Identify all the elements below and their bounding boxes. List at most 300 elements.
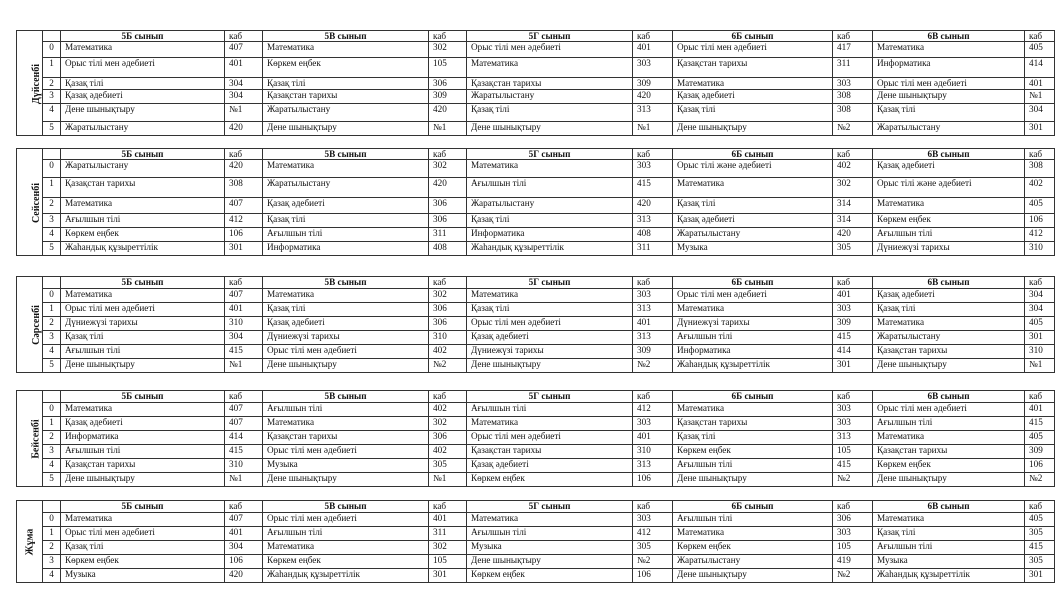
subject-cell: Музыка — [673, 242, 833, 256]
lesson-number: 4 — [43, 104, 61, 122]
room-cell: 309 — [1025, 445, 1055, 459]
room-cell: №1 — [429, 122, 467, 136]
room-cell: 304 — [225, 78, 263, 90]
room-header: каб — [225, 277, 263, 289]
room-cell: 106 — [633, 473, 673, 487]
subject-cell: Қазақ әдебиеті — [61, 417, 225, 431]
subject-cell: Жаратылыстану — [61, 122, 225, 136]
room-cell: 303 — [833, 417, 873, 431]
day-block — [16, 30, 1043, 136]
room-cell: 310 — [1025, 345, 1055, 359]
room-cell: 420 — [225, 569, 263, 583]
room-cell: 415 — [225, 345, 263, 359]
lesson-row — [17, 42, 1055, 58]
subject-cell: Музыка — [873, 555, 1025, 569]
room-cell: 304 — [1025, 303, 1055, 317]
room-cell: 309 — [633, 78, 673, 90]
lesson-number: 5 — [43, 359, 61, 373]
room-cell: 415 — [833, 331, 873, 345]
room-cell: 401 — [633, 42, 673, 58]
room-cell: 407 — [225, 513, 263, 527]
class-header: 5В сынып — [263, 149, 429, 160]
subject-cell: Информатика — [263, 242, 429, 256]
class-header: 5Б сынып — [61, 31, 225, 42]
room-cell: 311 — [429, 527, 467, 541]
room-cell: 303 — [633, 513, 673, 527]
subject-cell: Музыка — [61, 569, 225, 583]
class-header: 6В сынып — [873, 277, 1025, 289]
room-cell: 402 — [429, 345, 467, 359]
subject-cell: Ағылшын тілі — [61, 345, 225, 359]
subject-cell: Дене шынықтыру — [467, 359, 633, 373]
room-cell: 417 — [833, 42, 873, 58]
room-cell: 405 — [1025, 317, 1055, 331]
lesson-row — [17, 359, 1055, 373]
room-cell: №2 — [633, 359, 673, 373]
class-header: 5Г сынып — [467, 31, 633, 42]
lesson-row — [17, 345, 1055, 359]
class-header: 6Б сынып — [673, 501, 833, 513]
subject-cell: Математика — [263, 541, 429, 555]
subject-cell: Қазақ тілі — [873, 303, 1025, 317]
room-cell: 407 — [225, 403, 263, 417]
room-cell: 401 — [225, 303, 263, 317]
room-header: каб — [833, 277, 873, 289]
room-header: каб — [833, 149, 873, 160]
room-cell: 301 — [429, 569, 467, 583]
subject-cell: Дене шынықтыру — [61, 104, 225, 122]
header-blank — [43, 277, 61, 289]
subject-cell: Орыс тілі және әдебиеті — [873, 178, 1025, 198]
room-cell: 414 — [225, 431, 263, 445]
room-cell: 412 — [1025, 228, 1055, 242]
lesson-row — [17, 473, 1055, 487]
room-cell: 303 — [833, 303, 873, 317]
day-name: Сәрсенбі — [30, 305, 42, 345]
room-cell: 301 — [1025, 122, 1055, 136]
room-cell: 310 — [1025, 242, 1055, 256]
room-cell: 415 — [833, 459, 873, 473]
subject-cell: Қазақ тілі — [263, 78, 429, 90]
timetable — [16, 30, 1055, 136]
room-cell: 405 — [1025, 431, 1055, 445]
lesson-row — [17, 242, 1055, 256]
subject-cell: Қазақ тілі — [263, 214, 429, 228]
room-cell: 303 — [633, 417, 673, 431]
room-cell: 402 — [429, 403, 467, 417]
room-cell: 311 — [633, 242, 673, 256]
class-header: 5Б сынып — [61, 501, 225, 513]
subject-cell: Ағылшын тілі — [467, 178, 633, 198]
room-header: каб — [1025, 277, 1055, 289]
room-header: каб — [633, 277, 673, 289]
subject-cell: Математика — [263, 160, 429, 178]
lesson-number: 3 — [43, 555, 61, 569]
subject-cell: Орыс тілі мен әдебиеті — [263, 345, 429, 359]
lesson-number: 3 — [43, 90, 61, 104]
subject-cell: Математика — [61, 403, 225, 417]
subject-cell: Ағылшын тілі — [263, 527, 429, 541]
subject-cell: Қазақ әдебиеті — [673, 90, 833, 104]
subject-cell: Математика — [61, 42, 225, 58]
subject-cell: Көркем еңбек — [673, 541, 833, 555]
header-blank — [43, 149, 61, 160]
subject-cell: Информатика — [673, 345, 833, 359]
room-cell: 420 — [833, 228, 873, 242]
subject-cell: Дүниежүзі тарихы — [263, 331, 429, 345]
subject-cell: Математика — [467, 513, 633, 527]
subject-cell: Орыс тілі мен әдебиеті — [263, 445, 429, 459]
room-cell: №1 — [429, 473, 467, 487]
lesson-row — [17, 228, 1055, 242]
room-header: каб — [225, 149, 263, 160]
subject-cell: Математика — [467, 417, 633, 431]
header-row — [17, 149, 1055, 160]
lesson-row — [17, 541, 1055, 555]
room-cell: 106 — [1025, 214, 1055, 228]
room-cell: 311 — [833, 58, 873, 78]
room-cell: №2 — [429, 359, 467, 373]
class-header: 6В сынып — [873, 501, 1025, 513]
room-cell: 314 — [833, 198, 873, 214]
room-header: каб — [1025, 149, 1055, 160]
lesson-number: 3 — [43, 445, 61, 459]
room-cell: 401 — [633, 431, 673, 445]
room-cell: 407 — [225, 198, 263, 214]
room-cell: 401 — [225, 58, 263, 78]
room-cell: 106 — [225, 555, 263, 569]
room-header: каб — [225, 501, 263, 513]
room-cell: 105 — [833, 445, 873, 459]
lesson-number: 2 — [43, 78, 61, 90]
room-cell: 414 — [1025, 58, 1055, 78]
subject-cell: Орыс тілі мен әдебиеті — [61, 303, 225, 317]
subject-cell: Жаратылыстану — [673, 228, 833, 242]
lesson-row — [17, 160, 1055, 178]
room-header: каб — [1025, 501, 1055, 513]
subject-cell: Орыс тілі мен әдебиеті — [673, 42, 833, 58]
subject-cell: Дене шынықтыру — [467, 555, 633, 569]
header-row — [17, 31, 1055, 42]
room-cell: 420 — [225, 160, 263, 178]
class-header: 6Б сынып — [673, 31, 833, 42]
room-cell: 308 — [833, 90, 873, 104]
class-header: 5Б сынып — [61, 149, 225, 160]
room-cell: 302 — [429, 541, 467, 555]
room-cell: 301 — [1025, 569, 1055, 583]
subject-cell: Қазақ әдебиеті — [873, 160, 1025, 178]
room-cell: 412 — [633, 527, 673, 541]
lesson-row — [17, 403, 1055, 417]
subject-cell: Жаһандық құзыреттілік — [263, 569, 429, 583]
subject-cell: Математика — [467, 58, 633, 78]
lesson-row — [17, 289, 1055, 303]
room-header: каб — [225, 31, 263, 42]
lesson-row — [17, 178, 1055, 198]
subject-cell: Дүниежүзі тарихы — [467, 345, 633, 359]
subject-cell: Дене шынықтыру — [673, 473, 833, 487]
lesson-row — [17, 513, 1055, 527]
room-cell: 420 — [429, 104, 467, 122]
subject-cell: Қазақстан тарихы — [263, 90, 429, 104]
subject-cell: Орыс тілі мен әдебиеті — [873, 403, 1025, 417]
subject-cell: Дүниежүзі тарихы — [61, 317, 225, 331]
subject-cell: Математика — [263, 417, 429, 431]
subject-cell: Қазақ тілі — [61, 78, 225, 90]
day-block — [16, 390, 1043, 487]
header-blank — [43, 501, 61, 513]
subject-cell: Көркем еңбек — [873, 214, 1025, 228]
subject-cell: Қазақстан тарихы — [61, 459, 225, 473]
lesson-row — [17, 417, 1055, 431]
room-header: каб — [633, 149, 673, 160]
subject-cell: Математика — [673, 178, 833, 198]
room-cell: 303 — [833, 78, 873, 90]
subject-cell: Математика — [467, 289, 633, 303]
timetable — [16, 500, 1055, 583]
subject-cell: Ағылшын тілі — [467, 527, 633, 541]
subject-cell: Дүниежүзі тарихы — [873, 242, 1025, 256]
subject-cell: Дене шынықтыру — [263, 359, 429, 373]
day-block — [16, 500, 1043, 583]
subject-cell: Математика — [61, 289, 225, 303]
room-cell: 310 — [633, 445, 673, 459]
day-cell — [17, 31, 43, 136]
room-cell: 408 — [429, 242, 467, 256]
room-header: каб — [1025, 31, 1055, 42]
subject-cell: Жаратылыстану — [673, 555, 833, 569]
subject-cell: Қазақстан тарихы — [61, 178, 225, 198]
subject-cell: Математика — [873, 431, 1025, 445]
room-cell: 303 — [633, 160, 673, 178]
subject-cell: Ағылшын тілі — [467, 403, 633, 417]
room-cell: 310 — [429, 331, 467, 345]
room-cell: 402 — [1025, 178, 1055, 198]
lesson-number: 2 — [43, 431, 61, 445]
room-cell: 305 — [833, 242, 873, 256]
lesson-number: 4 — [43, 569, 61, 583]
subject-cell: Орыс тілі мен әдебиеті — [467, 42, 633, 58]
room-cell: №2 — [1025, 473, 1055, 487]
room-cell: 420 — [633, 198, 673, 214]
day-name: Дүйсенбі — [31, 63, 43, 104]
subject-cell: Қазақ әдебиеті — [263, 317, 429, 331]
subject-cell: Дене шынықтыру — [467, 122, 633, 136]
lesson-number: 5 — [43, 473, 61, 487]
lesson-row — [17, 459, 1055, 473]
subject-cell: Қазақ тілі — [673, 431, 833, 445]
class-header: 6Б сынып — [673, 149, 833, 160]
subject-cell: Қазақстан тарихы — [873, 345, 1025, 359]
room-header: каб — [429, 149, 467, 160]
room-cell: 302 — [833, 178, 873, 198]
lesson-number: 4 — [43, 228, 61, 242]
subject-cell: Қазақ әдебиеті — [467, 331, 633, 345]
lesson-number: 3 — [43, 331, 61, 345]
room-cell: 405 — [1025, 513, 1055, 527]
lesson-row — [17, 431, 1055, 445]
room-cell: 306 — [429, 317, 467, 331]
room-cell: 401 — [833, 289, 873, 303]
room-cell: 304 — [225, 90, 263, 104]
class-header: 6В сынып — [873, 391, 1025, 403]
class-header: 5В сынып — [263, 277, 429, 289]
lesson-number: 2 — [43, 541, 61, 555]
subject-cell: Математика — [673, 303, 833, 317]
lesson-row — [17, 104, 1055, 122]
room-cell: 308 — [1025, 160, 1055, 178]
room-cell: 106 — [1025, 459, 1055, 473]
lesson-row — [17, 90, 1055, 104]
room-cell: 309 — [429, 90, 467, 104]
room-cell: №1 — [225, 104, 263, 122]
room-header: каб — [429, 277, 467, 289]
header-row — [17, 391, 1055, 403]
room-cell: 313 — [633, 459, 673, 473]
subject-cell: Қазақ тілі — [263, 303, 429, 317]
lesson-number: 2 — [43, 198, 61, 214]
subject-cell: Орыс тілі мен әдебиеті — [873, 78, 1025, 90]
subject-cell: Дене шынықтыру — [263, 122, 429, 136]
lesson-number: 1 — [43, 178, 61, 198]
class-header: 5В сынып — [263, 391, 429, 403]
class-header: 5Г сынып — [467, 391, 633, 403]
subject-cell: Жаһандық құзыреттілік — [673, 359, 833, 373]
class-header: 6Б сынып — [673, 277, 833, 289]
room-header: каб — [1025, 391, 1055, 403]
room-cell: 302 — [429, 42, 467, 58]
room-cell: 301 — [1025, 331, 1055, 345]
room-cell: 105 — [429, 58, 467, 78]
subject-cell: Ағылшын тілі — [873, 417, 1025, 431]
subject-cell: Орыс тілі және әдебиеті — [673, 160, 833, 178]
subject-cell: Жаратылыстану — [263, 178, 429, 198]
room-cell: 302 — [429, 417, 467, 431]
subject-cell: Дене шынықтыру — [263, 473, 429, 487]
room-cell: 420 — [633, 90, 673, 104]
lesson-number: 4 — [43, 345, 61, 359]
room-cell: №2 — [833, 122, 873, 136]
room-cell: 305 — [1025, 527, 1055, 541]
room-cell: 313 — [633, 331, 673, 345]
subject-cell: Ағылшын тілі — [873, 228, 1025, 242]
subject-cell: Қазақстан тарихы — [873, 445, 1025, 459]
room-cell: 415 — [1025, 541, 1055, 555]
subject-cell: Орыс тілі мен әдебиеті — [263, 513, 429, 527]
lesson-row — [17, 78, 1055, 90]
subject-cell: Музыка — [467, 541, 633, 555]
room-cell: 105 — [429, 555, 467, 569]
lesson-row — [17, 331, 1055, 345]
room-cell: 412 — [225, 214, 263, 228]
room-cell: 305 — [1025, 555, 1055, 569]
timetable — [16, 148, 1055, 256]
room-header: каб — [429, 501, 467, 513]
class-header: 5Б сынып — [61, 277, 225, 289]
timetable — [16, 390, 1055, 487]
subject-cell: Ағылшын тілі — [263, 403, 429, 417]
day-cell — [17, 391, 43, 487]
room-cell: 401 — [225, 527, 263, 541]
lesson-number: 3 — [43, 214, 61, 228]
day-cell — [17, 501, 43, 583]
subject-cell: Математика — [673, 78, 833, 90]
subject-cell: Дене шынықтыру — [61, 473, 225, 487]
lesson-number: 5 — [43, 242, 61, 256]
room-header: каб — [225, 391, 263, 403]
room-cell: 306 — [429, 214, 467, 228]
subject-cell: Қазақстан тарихы — [467, 78, 633, 90]
subject-cell: Жаратылыстану — [873, 122, 1025, 136]
subject-cell: Ағылшын тілі — [673, 459, 833, 473]
room-cell: 405 — [1025, 198, 1055, 214]
class-header: 5Г сынып — [467, 277, 633, 289]
lesson-number: 2 — [43, 317, 61, 331]
room-cell: 420 — [429, 178, 467, 198]
subject-cell: Орыс тілі мен әдебиеті — [673, 289, 833, 303]
room-cell: 401 — [1025, 403, 1055, 417]
lesson-number: 0 — [43, 160, 61, 178]
class-header: 6Б сынып — [673, 391, 833, 403]
subject-cell: Қазақ тілі — [467, 104, 633, 122]
room-cell: 303 — [633, 289, 673, 303]
room-cell: 310 — [225, 317, 263, 331]
subject-cell: Жаратылыстану — [61, 160, 225, 178]
subject-cell: Дене шынықтыру — [673, 122, 833, 136]
room-cell: №1 — [633, 122, 673, 136]
day-cell — [17, 149, 43, 256]
room-header: каб — [633, 501, 673, 513]
room-cell: 407 — [225, 417, 263, 431]
room-cell: №1 — [1025, 359, 1055, 373]
subject-cell: Орыс тілі мен әдебиеті — [61, 58, 225, 78]
subject-cell: Дене шынықтыру — [873, 90, 1025, 104]
room-header: каб — [633, 391, 673, 403]
room-cell: №1 — [1025, 90, 1055, 104]
room-cell: 401 — [429, 513, 467, 527]
lesson-number: 4 — [43, 459, 61, 473]
subject-cell: Орыс тілі мен әдебиеті — [467, 431, 633, 445]
subject-cell: Көркем еңбек — [263, 58, 429, 78]
subject-cell: Жаһандық құзыреттілік — [61, 242, 225, 256]
room-cell: 313 — [633, 104, 673, 122]
lesson-number: 1 — [43, 417, 61, 431]
lesson-row — [17, 303, 1055, 317]
room-cell: №1 — [225, 473, 263, 487]
lesson-number: 1 — [43, 303, 61, 317]
room-cell: 305 — [633, 541, 673, 555]
room-cell: 304 — [1025, 289, 1055, 303]
room-cell: 306 — [429, 431, 467, 445]
room-cell: 301 — [225, 242, 263, 256]
day-name: Бейсенбі — [30, 419, 42, 459]
subject-cell: Математика — [673, 527, 833, 541]
subject-cell: Жаратылыстану — [263, 104, 429, 122]
subject-cell: Көркем еңбек — [467, 473, 633, 487]
room-cell: 308 — [833, 104, 873, 122]
subject-cell: Информатика — [873, 58, 1025, 78]
room-cell: №2 — [833, 473, 873, 487]
subject-cell: Ағылшын тілі — [61, 214, 225, 228]
subject-cell: Қазақ әдебиеті — [673, 214, 833, 228]
subject-cell: Көркем еңбек — [873, 459, 1025, 473]
subject-cell: Математика — [263, 42, 429, 58]
class-header: 6В сынып — [873, 31, 1025, 42]
room-cell: 415 — [225, 445, 263, 459]
subject-cell: Информатика — [467, 228, 633, 242]
subject-cell: Математика — [873, 42, 1025, 58]
subject-cell: Көркем еңбек — [263, 555, 429, 569]
